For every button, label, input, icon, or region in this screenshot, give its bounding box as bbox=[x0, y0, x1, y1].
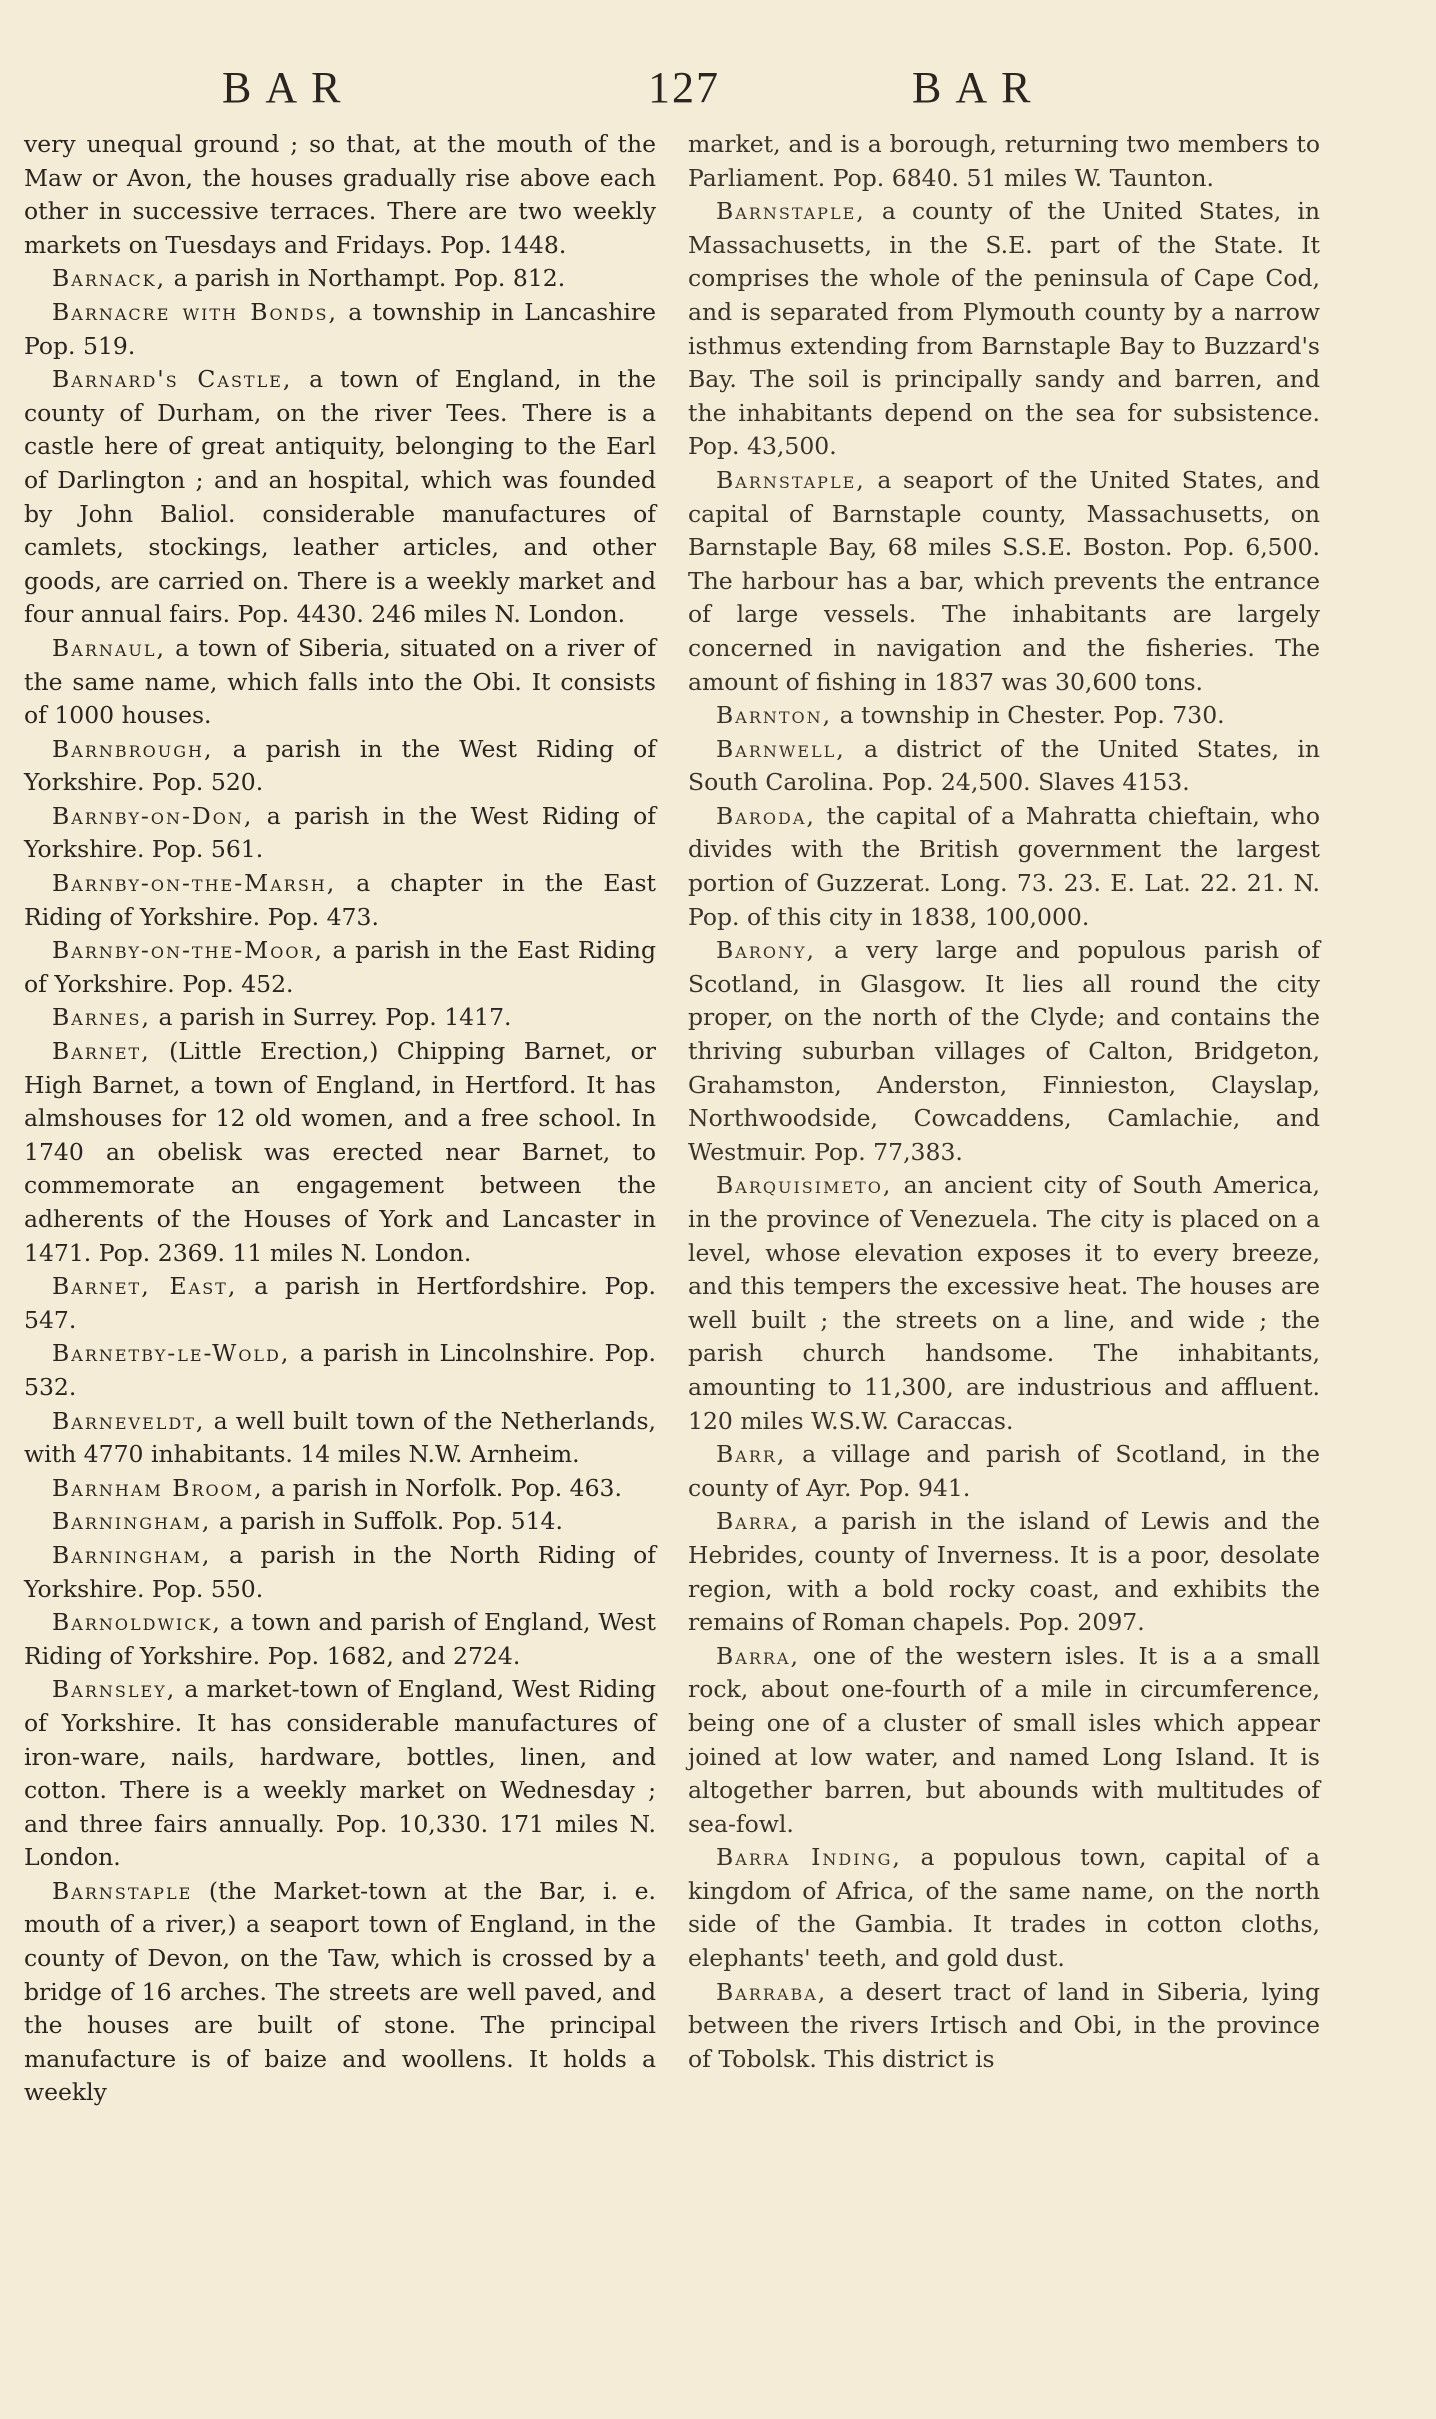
gazetteer-entry bbox=[24, 1337, 656, 1404]
entry-headword: Baroda, bbox=[716, 801, 816, 830]
entry-headword: Barquisimeto, bbox=[716, 1171, 893, 1200]
entry-headword: Barony, bbox=[716, 936, 817, 965]
gazetteer-entry bbox=[24, 1539, 656, 1606]
entry-headword: Barnby-on-Don, bbox=[52, 801, 254, 830]
gazetteer-entry bbox=[24, 1875, 656, 2110]
gazetteer-entry bbox=[688, 1841, 1320, 1975]
entry-text: a district of the United States, in South Carolina. Pop. 24,500. Slaves 4153. bbox=[688, 734, 1320, 797]
gazetteer-entry bbox=[24, 867, 656, 934]
gazetteer-entry bbox=[24, 1405, 656, 1472]
entry-headword: Barnstaple bbox=[52, 1876, 193, 1905]
right-column bbox=[688, 128, 1320, 2076]
entry-headword: Barnby-on-the-Marsh, bbox=[52, 869, 337, 898]
entry-text: one of the western isles. It is a a small rock, about one-fourth of a mile in circumference, being one of a cluster of small isles which appear joined at low water, and named Long Island. It is altogether barren, but abounds with multitudes of sea-fowl. bbox=[688, 1641, 1320, 1838]
entry-headword: Barnacre with Bonds, bbox=[52, 297, 338, 326]
entry-headword: Barra, bbox=[716, 1507, 800, 1536]
entry-headword: Barnet, East, bbox=[52, 1272, 238, 1301]
entry-headword: Barnbrough, bbox=[52, 734, 214, 763]
entry-headword: Barra Inding, bbox=[716, 1843, 902, 1872]
gazetteer-entry bbox=[688, 1505, 1320, 1639]
entry-headword: Barnet, bbox=[52, 1037, 151, 1066]
page-header bbox=[0, 62, 1436, 122]
entry-text: market, and is a borough, returning two members to Parliament. Pop. 6840. 51 miles W. Taunton. bbox=[688, 130, 1320, 192]
entry-text: a town of England, in the county of Durham, on the river Tees. There is a castle here of great antiquity, belonging to the Earl of Darlington ; and an hospital, which was founded by John Baliol. considerable manufactures of camlets, stockings, leather articles, and other goods, are carried on. There is a weekly market and four annual fairs. Pop. 4430. 246 miles N. London. bbox=[24, 365, 656, 629]
gazetteer-entry bbox=[688, 699, 1320, 733]
entry-headword: Barnack, bbox=[52, 264, 167, 293]
entry-text: a county of the United States, in Massachusetts, in the S.E. part of the State. It comprises the whole of the peninsula of Cape Cod, and is separated from Plymouth county by a narrow isthmus extending from Barnstaple Bay to Buzzard's Bay. The soil is principally sandy and barren, and the inhabitants depend on the sea for subsistence. Pop. 43,500. bbox=[688, 197, 1320, 461]
entry-headword: Barnwell, bbox=[716, 734, 846, 763]
entry-text: a seaport of the United States, and capital of Barnstaple county, Massachusetts, on Barnstaple Bay, 68 miles S.S.E. Boston. Pop. 6,500. The harbour has a bar, which prevents the entrance of large vessels. The inhabitants are largely concerned in navigation and the fisheries. The amount of fishing in 1837 was 30,600 tons. bbox=[688, 465, 1320, 696]
entry-headword: Barnby-on-the-Moor, bbox=[52, 936, 324, 965]
header-left-guide-word: BAR bbox=[222, 63, 355, 112]
entry-text: a parish in the West Riding of Yorkshire. Pop. 520. bbox=[24, 734, 656, 797]
entry-headword: Barnsley, bbox=[52, 1675, 177, 1704]
entry-headword: Barra, bbox=[716, 1641, 800, 1670]
gazetteer-entry bbox=[24, 363, 656, 632]
gazetteer-entry bbox=[24, 1673, 656, 1875]
gazetteer-entry bbox=[24, 1472, 656, 1506]
entry-text: a town and parish of England, West Riding of Yorkshire. Pop. 1682, and 2724. bbox=[24, 1608, 656, 1670]
entry-headword: Barnoldwick, bbox=[52, 1608, 222, 1637]
entry-text: a chapter in the East Riding of Yorkshire. Pop. 473. bbox=[24, 869, 656, 931]
gazetteer-entry bbox=[688, 195, 1320, 464]
gazetteer-entry bbox=[24, 934, 656, 1001]
entry-text: (the Market-town at the Bar, i. e. mouth of a river,) a seaport town of England, in the county of Devon, on the Taw, which is crossed by a bridge of 16 arches. The streets are well paved, and the houses are built of stone. The principal manufacture is of baize and woollens. It holds a weekly bbox=[24, 1876, 656, 2107]
entry-text: very unequal ground ; so that, at the mouth of the Maw or Avon, the houses gradually rise above each other in successive terraces. There are two weekly markets on Tuesdays and Fridays. Pop. 1448. bbox=[24, 130, 656, 259]
gazetteer-entry bbox=[688, 464, 1320, 699]
entry-text: a parish in the North Riding of Yorkshire. Pop. 550. bbox=[24, 1540, 656, 1603]
entry-headword: Barningham, bbox=[52, 1540, 212, 1569]
gazetteer-entry bbox=[24, 262, 656, 296]
gazetteer-entry bbox=[688, 1640, 1320, 1842]
entry-headword: Barnton, bbox=[716, 701, 833, 730]
entry-text: a village and parish of Scotland, in the county of Ayr. Pop. 941. bbox=[688, 1440, 1320, 1502]
entry-headword: Barneveldt, bbox=[52, 1406, 206, 1435]
gazetteer-entry bbox=[24, 632, 656, 733]
entry-text: an ancient city of South America, in the province of Venezuela. The city is placed on a level, whose elevation exposes it to every breeze, and this tempers the excessive heat. The houses are well built ; the streets on a line, and wide ; the parish church handsome. The inhabitants, amounting to 11,300, are industrious and affluent. 120 miles W.S.W. Caraccas. bbox=[688, 1171, 1320, 1435]
entry-text: a town of Siberia, situated on a river of the same name, which falls into the Obi. It consists of 1000 houses. bbox=[24, 633, 656, 730]
gazetteer-entry bbox=[688, 800, 1320, 934]
gazetteer-entry bbox=[24, 1505, 656, 1539]
entry-text: a parish in Hertfordshire. Pop. 547. bbox=[24, 1272, 656, 1334]
entry-text: a parish in the West Riding of Yorkshire. Pop. 561. bbox=[24, 801, 656, 864]
entry-text: a parish in the island of Lewis and the Hebrides, county of Inverness. It is a poor, desolate region, with a bold rocky coast, and exhibits the remains of Roman chapels. Pop. 2097. bbox=[688, 1507, 1320, 1637]
entry-text: a parish in Northampt. Pop. 812. bbox=[166, 264, 566, 293]
entry-text: a parish in Norfolk. Pop. 463. bbox=[263, 1473, 622, 1502]
entry-text: (Little Erection,) Chipping Barnet, or High Barnet, a town of England, in Hertford. It has almshouses for 12 old women, and a free school. In 1740 an obelisk was erected near Barnet, to commemorate an engagement between the adherents of the Houses of York and Lancaster in 1471. Pop. 2369. 11 miles N. London. bbox=[24, 1037, 656, 1267]
gazetteer-entry bbox=[24, 296, 656, 363]
gazetteer-entry bbox=[688, 128, 1320, 195]
entry-text: a very large and populous parish of Scotland, in Glasgow. It lies all round the city proper, on the north of the Clyde; and contains the thriving suburban villages of Calton, Bridgeton, Grahamston, Anderston, Finnieston, Clayslap, Northwoodside, Cowcaddens, Camlachie, and Westmuir. Pop. 77,383. bbox=[688, 936, 1320, 1166]
header-right-guide-word: BAR bbox=[912, 63, 1045, 112]
entry-text: a parish in the East Riding of Yorkshire. Pop. 452. bbox=[24, 936, 656, 998]
entry-headword: Barnham Broom, bbox=[52, 1473, 264, 1502]
entry-text: a well built town of the Netherlands, with 4770 inhabitants. 14 miles N.W. Arnheim. bbox=[24, 1406, 656, 1469]
entry-headword: Barnes, bbox=[52, 1003, 151, 1032]
entry-headword: Barnstaple, bbox=[716, 465, 866, 494]
gazetteer-entry bbox=[688, 733, 1320, 800]
entry-headword: Barr, bbox=[716, 1440, 787, 1469]
entry-text: a parish in Suffolk. Pop. 514. bbox=[211, 1507, 563, 1536]
left-column bbox=[24, 128, 656, 2110]
entry-headword: Barraba, bbox=[716, 1977, 828, 2006]
entry-text: a populous town, capital of a kingdom of Africa, of the same name, on the north side of the Gambia. It trades in cotton cloths, elephants' teeth, and gold dust. bbox=[688, 1843, 1321, 1973]
entry-headword: Barnstaple, bbox=[716, 197, 866, 226]
entry-text: a market-town of England, West Riding of Yorkshire. It has considerable manufactures of iron-ware, nails, hardware, bottles, linen, and cotton. There is a weekly market on Wednesday ; and three fairs annually. Pop. 10,330. 171 miles N. London. bbox=[24, 1675, 656, 1872]
gazetteer-entry bbox=[688, 1976, 1320, 2077]
entry-headword: Barnetby-le-Wold, bbox=[52, 1339, 291, 1368]
entry-headword: Barnard's Castle, bbox=[52, 365, 293, 394]
entry-text: the capital of a Mahratta chieftain, who divides with the British government the largest portion of Guzzerat. Long. 73. 23. E. Lat. 22. 21. N. Pop. of this city in 1838, 100,000. bbox=[688, 801, 1320, 931]
gazetteer-entry bbox=[688, 1438, 1320, 1505]
entry-text: a desert tract of land in Siberia, lying between the rivers Irtisch and Obi, in the province of Tobolsk. This district is bbox=[688, 1977, 1320, 2073]
entry-text: a township in Lancashire Pop. 519. bbox=[24, 297, 656, 360]
entry-headword: Barningham, bbox=[52, 1507, 212, 1536]
gazetteer-entry bbox=[24, 800, 656, 867]
entry-text: a parish in Surrey. Pop. 1417. bbox=[150, 1003, 512, 1032]
gazetteer-entry bbox=[24, 1606, 656, 1673]
entry-headword: Barnaul, bbox=[52, 633, 167, 662]
gazetteer-entry bbox=[24, 1035, 656, 1270]
entry-text: a parish in Lincolnshire. Pop. 532. bbox=[24, 1339, 656, 1401]
gazetteer-entry bbox=[688, 1169, 1320, 1438]
gazetteer-entry bbox=[688, 934, 1320, 1169]
gazetteer-entry bbox=[24, 733, 656, 800]
entry-text: a township in Chester. Pop. 730. bbox=[832, 701, 1225, 730]
gazetteer-entry bbox=[24, 1270, 656, 1337]
gazetteer-entry bbox=[24, 128, 656, 262]
gazetteer-entry bbox=[24, 1001, 656, 1035]
page-number: 127 bbox=[648, 63, 720, 112]
